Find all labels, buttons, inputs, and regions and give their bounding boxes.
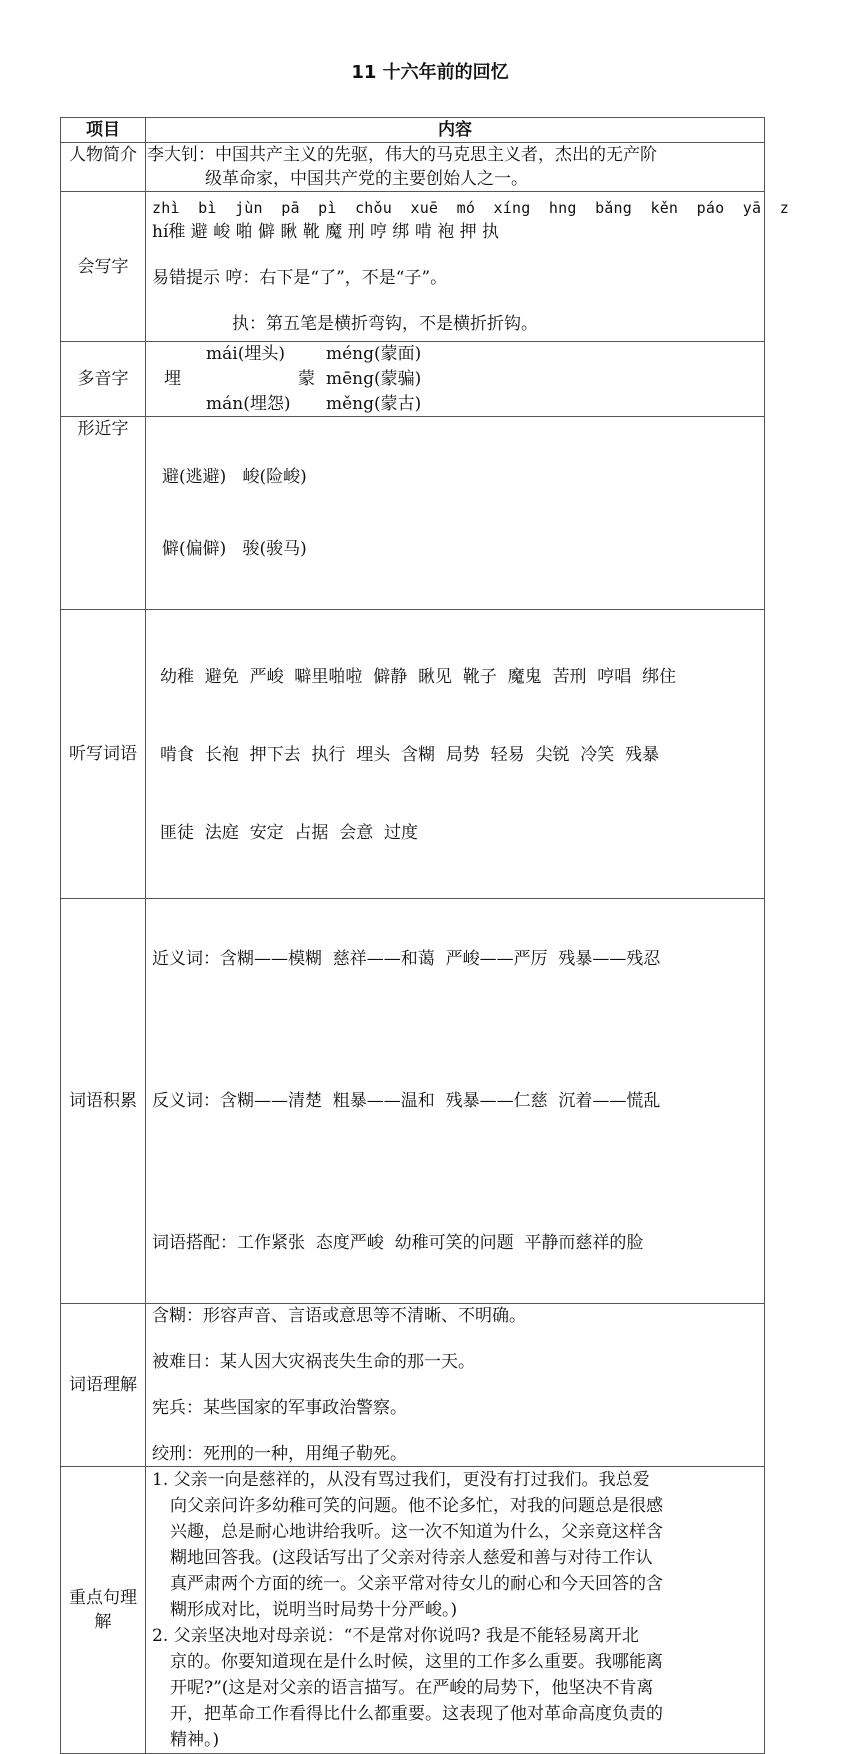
poly-man: mán(埋怨)	[206, 394, 291, 414]
content-intro	[146, 143, 765, 192]
poly-mai-char: 埋	[164, 369, 181, 389]
header-row	[61, 118, 765, 143]
poly-meng1: mēng(蒙骗)	[326, 369, 422, 389]
label-intro: 人物简介	[61, 143, 146, 192]
label-key-line1: 重点句理	[69, 1588, 137, 1608]
row-write	[61, 192, 765, 342]
write-tip2: 执：第五笔是横折弯钩，不是横折折钩。	[232, 314, 538, 334]
poly-meng-char: 蒙	[298, 369, 315, 389]
label-write: 会写字	[61, 192, 146, 342]
write-pinyin: zhì bì jùn pā pì chǒu xuē mó xíng hng bǎng kěn páo yā z	[152, 199, 789, 217]
lesson-table	[60, 117, 789, 1754]
label-key	[61, 1467, 146, 1754]
similar-line1: 避(逃避) 峻(险峻)	[162, 467, 307, 487]
content-write	[146, 192, 789, 342]
understand-d3: 宪兵：某些国家的军事政治警察。	[152, 1398, 407, 1418]
write-chars: 稚 避 峻 啪 僻 瞅 靴 魔 刑 哼 绑 啃 袍 押 执	[168, 222, 500, 242]
poly-meng2: méng(蒙面)	[326, 344, 422, 364]
accum-match: 词语搭配：工作紧张 态度严峻 幼稚可笑的问题 平静而慈祥的脸	[152, 1233, 644, 1253]
page-title: 11 十六年前的回忆	[351, 62, 509, 83]
understand-d4: 绞刑：死刑的一种，用绳子勒死。	[152, 1444, 407, 1464]
row-accum	[61, 899, 765, 1304]
content-accum	[146, 899, 765, 1304]
write-chars-line	[152, 220, 760, 244]
label-accum: 词语积累	[61, 899, 146, 1304]
write-tip1: 易错提示 哼：右下是“了”，不是“子”。	[152, 268, 448, 288]
header-item: 项目	[61, 118, 146, 143]
dictation-line3: 匪徒 法庭 安定 占据 会意 过度	[160, 823, 419, 843]
understand-d2: 被难日：某人因大灾祸丧失生命的那一天。	[152, 1352, 475, 1372]
label-poly: 多音字	[61, 342, 146, 417]
key-p1-l1: 1. 父亲一向是慈祥的，从没有骂过我们，更没有打过我们。我总爱	[152, 1470, 650, 1490]
write-pinyin-tail: hí	[152, 222, 169, 242]
label-key-line2: 解	[94, 1612, 112, 1632]
accum-syn: 近义词：含糊——模糊 慈祥——和蔼 严峻——严厉 残暴——残忍	[152, 949, 661, 969]
key-p2-l2: 京的。你要知道现在是什么时候，这里的工作多么重要。我哪能离	[170, 1652, 663, 1672]
label-dictation: 听写词语	[61, 610, 146, 899]
key-p2-l4: 开，把革命工作看得比什么都重要。这表现了他对革命高度负责的	[170, 1704, 663, 1724]
intro-line1: 李大钊：中国共产主义的先驱，伟大的马克思主义者，杰出的无产阶	[147, 145, 657, 165]
key-p2-l3: 开呢?”(这是对父亲的语言描写。在严峻的局势下，他坚决不肯离	[170, 1678, 654, 1698]
content-dictation	[146, 610, 765, 899]
key-p2-l1: 2. 父亲坚决地对母亲说：“不是常对你说吗? 我是不能轻易离开北	[152, 1626, 639, 1646]
similar-line2: 僻(偏僻) 骏(骏马)	[162, 539, 307, 559]
row-similar	[61, 417, 765, 610]
row-understand	[61, 1304, 765, 1467]
label-understand: 词语理解	[61, 1304, 146, 1467]
label-similar: 形近字	[61, 417, 146, 610]
dictation-line2: 啃食 长袍 押下去 执行 埋头 含糊 局势 轻易 尖锐 冷笑 残暴	[160, 745, 660, 765]
poly-mai: mái(埋头)	[206, 344, 285, 364]
key-p1-l3: 兴趣，总是耐心地讲给我听。这一次不知道为什么，父亲竟这样含	[170, 1522, 663, 1542]
content-similar	[146, 417, 765, 610]
row-key	[61, 1467, 765, 1754]
intro-line2: 级革命家，中国共产党的主要创始人之一。	[205, 169, 528, 189]
row-dictation	[61, 610, 765, 899]
row-intro	[61, 143, 765, 192]
content-key	[146, 1467, 765, 1754]
poly-meng3: měng(蒙古)	[326, 394, 422, 414]
key-p1-l6: 糊形成对比，说明当时局势十分严峻。)	[170, 1600, 458, 1620]
key-p1-l5: 真严肃两个方面的统一。父亲平常对待女儿的耐心和今天回答的含	[170, 1574, 663, 1594]
key-p1-l4: 糊地回答我。(这段话写出了父亲对待亲人慈爱和善与对待工作认	[170, 1548, 653, 1568]
accum-ant: 反义词：含糊——清楚 粗暴——温和 残暴——仁慈 沉着——慌乱	[152, 1091, 661, 1111]
understand-d1: 含糊：形容声音、言语或意思等不清晰、不明确。	[152, 1306, 526, 1326]
row-poly	[61, 342, 765, 417]
key-p1-l2: 向父亲问许多幼稚可笑的问题。他不论多忙，对我的问题总是很感	[170, 1496, 663, 1516]
header-content: 内容	[146, 118, 765, 143]
dictation-line1: 幼稚 避免 严峻 噼里啪啦 僻静 瞅见 靴子 魔鬼 苦刑 哼唱 绑住	[160, 667, 677, 687]
key-p2-l5: 精神。)	[170, 1730, 220, 1750]
content-poly	[146, 342, 765, 417]
content-understand	[146, 1304, 765, 1467]
